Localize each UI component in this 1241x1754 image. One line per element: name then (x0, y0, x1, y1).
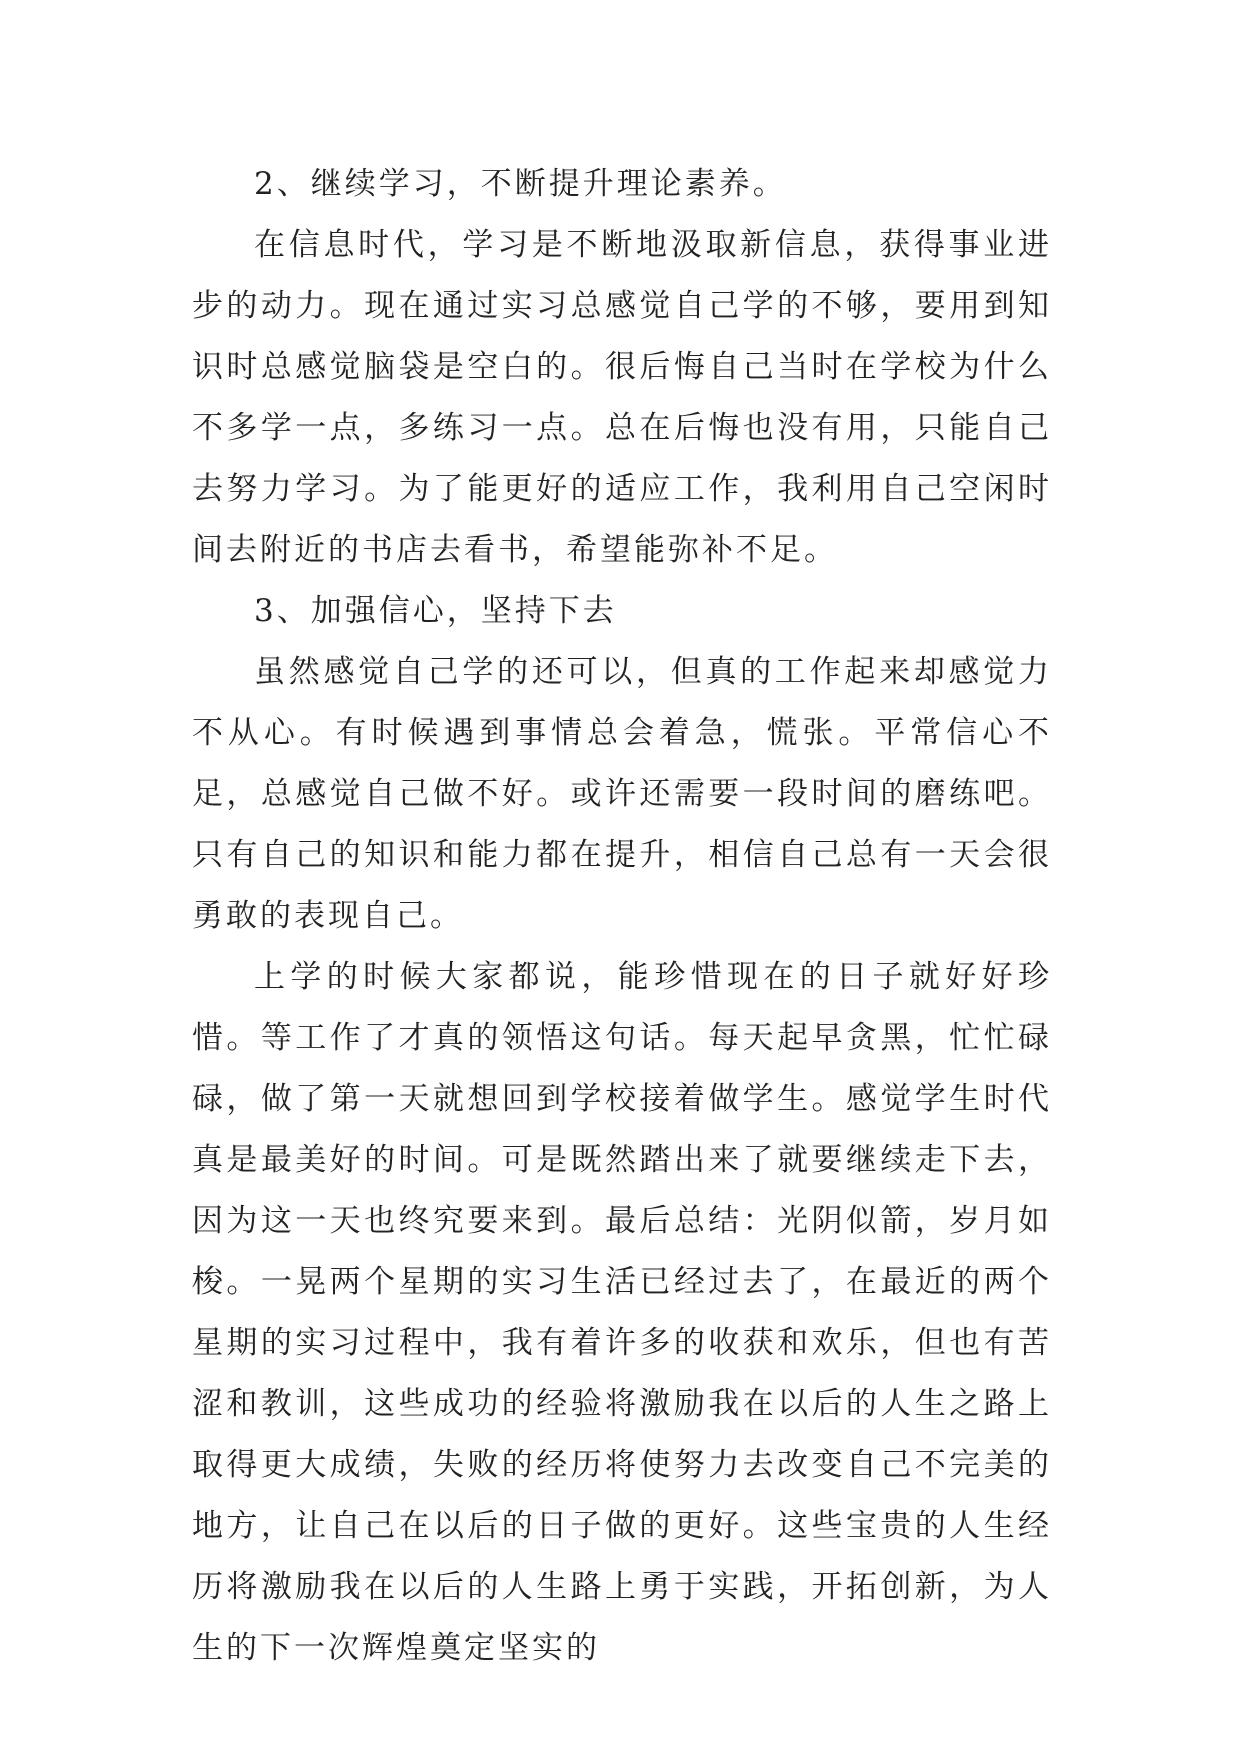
paragraph-summary: 上学的时候大家都说，能珍惜现在的日子就好好珍惜。等工作了才真的领悟这句话。每天起早贪黑，忙忙碌碌，做了第一天就想回到学校接着做学生。感觉学生时代真是最美好的时间。可是既然踏出来了就要继续走下去，因为这一天也终究要来到。最后总结：光阴似箭，岁月如梭。一晃两个星期的实习生活已经过去了，在最近的两个星期的实习过程中，我有着许多的收获和欢乐，但也有苦涩和教训，这些成功的经验将激励我在以后的人生之路上取得更大成绩，失败的经历将使努力去改变自己不完美的地方，让自己在以后的日子做的更好。这些宝贵的人生经历将激励我在以后的人生路上勇于实践，开拓创新，为人生的下一次辉煌奠定坚实的 (192, 959, 1052, 1666)
document-page (192, 154, 1052, 1679)
paragraph-confidence: 虽然感觉自己学的还可以，但真的工作起来却感觉力不从心。有时候遇到事情总会着急，慌张。平常信心不足，总感觉自己做不好。或许还需要一段时间的磨练吧。只有自己的知识和能力都在提升，相信自己总有一天会很勇敢的表现自己。 (192, 654, 1052, 934)
section-heading-2: 2、继续学习，不断提升理论素养。 (254, 166, 787, 202)
paragraph-learning: 在信息时代，学习是不断地汲取新信息，获得事业进步的动力。现在通过实习总感觉自己学的不够，要用到知识时总感觉脑袋是空白的。很后悔自己当时在学校为什么不多学一点，多练习一点。总在后悔也没有用，只能自己去努力学习。为了能更好的适应工作，我利用自己空闲时间去附近的书店去看书，希望能弥补不足。 (192, 227, 1052, 568)
section-heading-3: 3、加强信心，坚持下去 (254, 593, 617, 629)
